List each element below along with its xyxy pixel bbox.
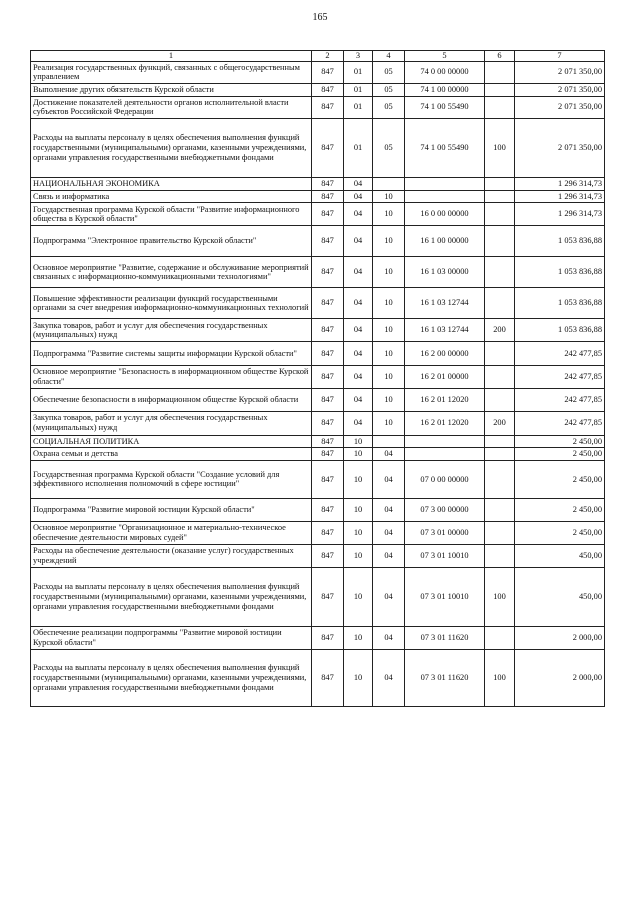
row-code-cell: 847 xyxy=(312,288,344,319)
row-name-cell: Подпрограмма "Развитие системы защиты информации Курской области" xyxy=(31,342,312,366)
table-row xyxy=(31,61,605,83)
row-type-cell: 100 xyxy=(485,649,515,706)
row-type-cell xyxy=(485,342,515,366)
row-target-cell: 07 3 01 10010 xyxy=(405,567,485,626)
column-header: 6 xyxy=(485,51,515,62)
table-row xyxy=(31,203,605,226)
row-amount-cell: 1 296 314,73 xyxy=(515,177,605,190)
row-target-cell xyxy=(405,448,485,461)
row-code-cell: 847 xyxy=(312,626,344,649)
column-header: 2 xyxy=(312,51,344,62)
row-subsection-cell: 10 xyxy=(373,288,405,319)
row-section-cell: 04 xyxy=(344,342,373,366)
row-section-cell: 10 xyxy=(344,649,373,706)
row-type-cell xyxy=(485,190,515,203)
row-section-cell: 04 xyxy=(344,319,373,342)
row-section-cell: 10 xyxy=(344,498,373,521)
row-subsection-cell: 10 xyxy=(373,366,405,388)
row-amount-cell: 2 450,00 xyxy=(515,435,605,448)
row-target-cell: 07 3 01 00000 xyxy=(405,521,485,544)
row-name-cell: Реализация государственных функций, связанных с общегосударственным управлением xyxy=(31,61,312,83)
row-amount-cell: 242 477,85 xyxy=(515,366,605,388)
row-name-cell: Повышение эффективности реализации функций государственными органами за счет внедрения информационно-коммуникационных технологий xyxy=(31,288,312,319)
row-type-cell xyxy=(485,498,515,521)
table-row xyxy=(31,190,605,203)
row-amount-cell: 1 296 314,73 xyxy=(515,203,605,226)
row-section-cell: 10 xyxy=(344,460,373,498)
row-code-cell: 847 xyxy=(312,203,344,226)
row-target-cell: 16 2 01 12020 xyxy=(405,411,485,435)
row-type-cell xyxy=(485,203,515,226)
column-header: 4 xyxy=(373,51,405,62)
row-amount-cell: 242 477,85 xyxy=(515,342,605,366)
row-name-cell: Обеспечение безопасности в информационном обществе Курской области xyxy=(31,388,312,411)
row-section-cell: 04 xyxy=(344,203,373,226)
table-row xyxy=(31,96,605,118)
row-type-cell: 100 xyxy=(485,567,515,626)
row-name-cell: Основное мероприятие "Развитие, содержание и обслуживание мероприятий связанных с информационно-коммуникационными технологиями" xyxy=(31,257,312,288)
row-name-cell: Подпрограмма "Электронное правительство Курской области" xyxy=(31,226,312,257)
row-amount-cell: 2 071 350,00 xyxy=(515,96,605,118)
row-target-cell: 16 2 01 12020 xyxy=(405,388,485,411)
row-code-cell: 847 xyxy=(312,498,344,521)
row-amount-cell: 2 450,00 xyxy=(515,521,605,544)
page-number: 165 xyxy=(312,12,328,23)
row-type-cell xyxy=(485,96,515,118)
table-row xyxy=(31,498,605,521)
row-section-cell: 04 xyxy=(344,257,373,288)
row-code-cell: 847 xyxy=(312,226,344,257)
row-type-cell xyxy=(485,521,515,544)
row-target-cell: 16 1 03 00000 xyxy=(405,257,485,288)
table-row xyxy=(31,649,605,706)
row-amount-cell: 1 053 836,88 xyxy=(515,319,605,342)
row-type-cell xyxy=(485,544,515,567)
row-section-cell: 04 xyxy=(344,388,373,411)
row-code-cell: 847 xyxy=(312,96,344,118)
row-subsection-cell: 10 xyxy=(373,388,405,411)
row-section-cell: 01 xyxy=(344,61,373,83)
row-subsection-cell: 04 xyxy=(373,521,405,544)
row-subsection-cell: 10 xyxy=(373,411,405,435)
row-amount-cell: 2 000,00 xyxy=(515,626,605,649)
row-code-cell: 847 xyxy=(312,83,344,96)
row-subsection-cell xyxy=(373,435,405,448)
row-amount-cell: 242 477,85 xyxy=(515,388,605,411)
row-target-cell: 74 1 00 00000 xyxy=(405,83,485,96)
row-target-cell: 16 1 03 12744 xyxy=(405,319,485,342)
row-section-cell: 10 xyxy=(344,567,373,626)
row-subsection-cell: 04 xyxy=(373,544,405,567)
row-name-cell: Достижение показателей деятельности органов исполнительной власти субъектов Российской Федерации xyxy=(31,96,312,118)
row-name-cell: Связь и информатика xyxy=(31,190,312,203)
row-name-cell: Расходы на выплаты персоналу в целях обеспечения выполнения функций государственными (муниципальными) органами, казенными учреждениями, органами управления государственными внебюджетными фондами xyxy=(31,649,312,706)
row-section-cell: 04 xyxy=(344,226,373,257)
row-type-cell xyxy=(485,460,515,498)
row-section-cell: 04 xyxy=(344,190,373,203)
row-amount-cell: 2 071 350,00 xyxy=(515,61,605,83)
row-amount-cell: 450,00 xyxy=(515,567,605,626)
row-subsection-cell: 10 xyxy=(373,342,405,366)
row-subsection-cell xyxy=(373,177,405,190)
row-name-cell: Расходы на обеспечение деятельности (оказание услуг) государственных учреждений xyxy=(31,544,312,567)
row-type-cell xyxy=(485,177,515,190)
table-row xyxy=(31,118,605,177)
row-name-cell: Закупка товаров, работ и услуг для обеспечения государственных (муниципальных) нужд xyxy=(31,319,312,342)
row-target-cell xyxy=(405,177,485,190)
row-name-cell: Подпрограмма "Развитие мировой юстиции Курской области" xyxy=(31,498,312,521)
row-section-cell: 10 xyxy=(344,448,373,461)
row-section-cell: 10 xyxy=(344,626,373,649)
row-code-cell: 847 xyxy=(312,567,344,626)
column-header: 5 xyxy=(405,51,485,62)
row-code-cell: 847 xyxy=(312,190,344,203)
row-code-cell: 847 xyxy=(312,649,344,706)
row-target-cell: 16 2 01 00000 xyxy=(405,366,485,388)
table-row xyxy=(31,460,605,498)
row-name-cell: Охрана семьи и детства xyxy=(31,448,312,461)
row-section-cell: 01 xyxy=(344,83,373,96)
row-type-cell xyxy=(485,626,515,649)
row-subsection-cell: 04 xyxy=(373,626,405,649)
row-name-cell: Государственная программа Курской области "Развитие информационного общества в Курской области" xyxy=(31,203,312,226)
row-target-cell: 07 3 01 11620 xyxy=(405,626,485,649)
row-type-cell xyxy=(485,83,515,96)
row-name-cell: Закупка товаров, работ и услуг для обеспечения государственных (муниципальных) нужд xyxy=(31,411,312,435)
row-subsection-cell: 05 xyxy=(373,96,405,118)
row-code-cell: 847 xyxy=(312,521,344,544)
table-row xyxy=(31,544,605,567)
row-code-cell: 847 xyxy=(312,177,344,190)
row-subsection-cell: 04 xyxy=(373,649,405,706)
row-type-cell xyxy=(485,257,515,288)
row-code-cell: 847 xyxy=(312,61,344,83)
row-section-cell: 10 xyxy=(344,435,373,448)
row-code-cell: 847 xyxy=(312,460,344,498)
row-name-cell: НАЦИОНАЛЬНАЯ ЭКОНОМИКА xyxy=(31,177,312,190)
column-header: 1 xyxy=(31,51,312,62)
row-target-cell: 07 3 01 11620 xyxy=(405,649,485,706)
column-header: 7 xyxy=(515,51,605,62)
row-amount-cell: 450,00 xyxy=(515,544,605,567)
row-name-cell: Обеспечение реализации подпрограммы "Развитие мировой юстиции Курской области" xyxy=(31,626,312,649)
row-target-cell: 74 1 00 55490 xyxy=(405,96,485,118)
row-target-cell: 07 3 01 10010 xyxy=(405,544,485,567)
row-type-cell xyxy=(485,226,515,257)
row-code-cell: 847 xyxy=(312,411,344,435)
row-code-cell: 847 xyxy=(312,366,344,388)
row-code-cell: 847 xyxy=(312,388,344,411)
row-amount-cell: 2 071 350,00 xyxy=(515,118,605,177)
row-subsection-cell: 04 xyxy=(373,567,405,626)
row-name-cell: Основное мероприятие "Организационное и материально-техническое обеспечение деятельности мировых судей" xyxy=(31,521,312,544)
row-type-cell: 200 xyxy=(485,319,515,342)
row-type-cell xyxy=(485,448,515,461)
row-section-cell: 01 xyxy=(344,96,373,118)
row-name-cell: Выполнение других обязательств Курской области xyxy=(31,83,312,96)
row-type-cell: 200 xyxy=(485,411,515,435)
table-row xyxy=(31,626,605,649)
row-amount-cell: 242 477,85 xyxy=(515,411,605,435)
row-subsection-cell: 10 xyxy=(373,190,405,203)
row-code-cell: 847 xyxy=(312,435,344,448)
row-code-cell: 847 xyxy=(312,448,344,461)
row-amount-cell: 2 450,00 xyxy=(515,498,605,521)
row-subsection-cell: 05 xyxy=(373,118,405,177)
row-subsection-cell: 10 xyxy=(373,226,405,257)
row-code-cell: 847 xyxy=(312,342,344,366)
table-row xyxy=(31,366,605,388)
row-section-cell: 01 xyxy=(344,118,373,177)
table-row xyxy=(31,177,605,190)
table-row xyxy=(31,226,605,257)
table-row xyxy=(31,319,605,342)
row-target-cell: 07 0 00 00000 xyxy=(405,460,485,498)
row-section-cell: 10 xyxy=(344,521,373,544)
table-row xyxy=(31,448,605,461)
table-row xyxy=(31,435,605,448)
row-name-cell: Основное мероприятие "Безопасность в информационном обществе Курской области" xyxy=(31,366,312,388)
row-amount-cell: 2 450,00 xyxy=(515,460,605,498)
row-target-cell: 74 0 00 00000 xyxy=(405,61,485,83)
row-amount-cell: 1 053 836,88 xyxy=(515,257,605,288)
row-target-cell: 16 2 00 00000 xyxy=(405,342,485,366)
row-name-cell: СОЦИАЛЬНАЯ ПОЛИТИКА xyxy=(31,435,312,448)
row-subsection-cell: 10 xyxy=(373,257,405,288)
row-target-cell: 16 1 03 12744 xyxy=(405,288,485,319)
row-subsection-cell: 10 xyxy=(373,319,405,342)
row-section-cell: 10 xyxy=(344,544,373,567)
row-code-cell: 847 xyxy=(312,544,344,567)
table-row xyxy=(31,83,605,96)
row-target-cell: 16 1 00 00000 xyxy=(405,226,485,257)
table-row xyxy=(31,342,605,366)
row-amount-cell: 2 450,00 xyxy=(515,448,605,461)
row-code-cell: 847 xyxy=(312,319,344,342)
row-target-cell xyxy=(405,435,485,448)
row-type-cell xyxy=(485,61,515,83)
row-subsection-cell: 04 xyxy=(373,448,405,461)
row-amount-cell: 1 296 314,73 xyxy=(515,190,605,203)
row-subsection-cell: 04 xyxy=(373,460,405,498)
row-name-cell: Расходы на выплаты персоналу в целях обеспечения выполнения функций государственными (муниципальными) органами, казенными учреждениями, органами управления государственными внебюджетными фондами xyxy=(31,118,312,177)
row-code-cell: 847 xyxy=(312,257,344,288)
row-section-cell: 04 xyxy=(344,411,373,435)
row-subsection-cell: 05 xyxy=(373,83,405,96)
row-name-cell: Государственная программа Курской области "Создание условий для эффективного исполнения полномочий в сфере юстиции" xyxy=(31,460,312,498)
row-subsection-cell: 04 xyxy=(373,498,405,521)
table-row xyxy=(31,388,605,411)
row-subsection-cell: 05 xyxy=(373,61,405,83)
row-target-cell xyxy=(405,190,485,203)
row-amount-cell: 1 053 836,88 xyxy=(515,288,605,319)
table-row xyxy=(31,521,605,544)
budget-table xyxy=(30,50,605,707)
table-row xyxy=(31,411,605,435)
row-type-cell: 100 xyxy=(485,118,515,177)
row-amount-cell: 2 071 350,00 xyxy=(515,83,605,96)
row-name-cell: Расходы на выплаты персоналу в целях обеспечения выполнения функций государственными (муниципальными) органами, казенными учреждениями, органами управления государственными внебюджетными фондами xyxy=(31,567,312,626)
row-type-cell xyxy=(485,388,515,411)
table-row xyxy=(31,257,605,288)
row-target-cell: 07 3 00 00000 xyxy=(405,498,485,521)
row-code-cell: 847 xyxy=(312,118,344,177)
row-amount-cell: 2 000,00 xyxy=(515,649,605,706)
column-header: 3 xyxy=(344,51,373,62)
row-target-cell: 74 1 00 55490 xyxy=(405,118,485,177)
table-row xyxy=(31,288,605,319)
row-type-cell xyxy=(485,366,515,388)
row-subsection-cell: 10 xyxy=(373,203,405,226)
row-type-cell xyxy=(485,288,515,319)
row-section-cell: 04 xyxy=(344,177,373,190)
table-row xyxy=(31,567,605,626)
row-target-cell: 16 0 00 00000 xyxy=(405,203,485,226)
row-section-cell: 04 xyxy=(344,288,373,319)
row-type-cell xyxy=(485,435,515,448)
row-section-cell: 04 xyxy=(344,366,373,388)
row-amount-cell: 1 053 836,88 xyxy=(515,226,605,257)
table-header-row xyxy=(31,51,605,62)
